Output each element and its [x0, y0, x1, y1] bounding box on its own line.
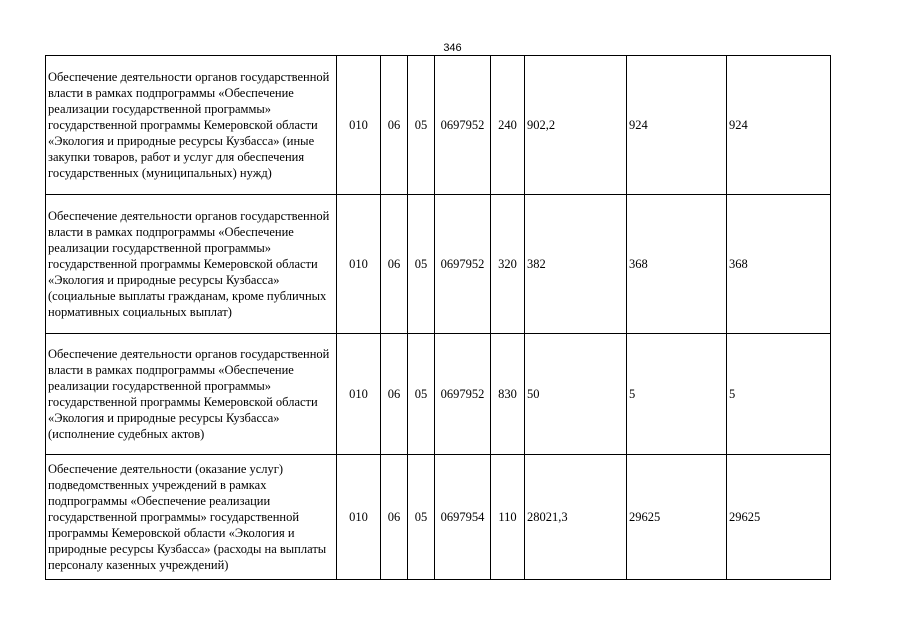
- amount-1: 50: [525, 334, 627, 455]
- subsection-code: 05: [408, 195, 435, 334]
- expense-type-code: 830: [491, 334, 525, 455]
- row-description: Обеспечение деятельности органов государственной власти в рамках подпрограммы «Обеспечение реализации государственной программы» государственной программы Кемеровской области «Экология и природные ресурсы Кузбасса» (иные закупки товаров, работ и услуг для обеспечения государственных (муниципальных) нужд): [46, 56, 337, 195]
- budget-table: [45, 55, 831, 580]
- section-code: 06: [381, 195, 408, 334]
- amount-2: 924: [627, 56, 727, 195]
- page-number: 346: [443, 42, 462, 54]
- amount-3: 924: [727, 56, 831, 195]
- subsection-code: 05: [408, 334, 435, 455]
- target-code: 0697954: [435, 455, 491, 580]
- amount-3: 5: [727, 334, 831, 455]
- amount-2: 29625: [627, 455, 727, 580]
- row-description: Обеспечение деятельности (оказание услуг) подведомственных учреждений в рамках подпрограммы «Обеспечение реализации государственной программы» государственной программы Кемеровской области «Экология и природные ресурсы Кузбасса» (расходы на выплаты персоналу казенных учреждений): [46, 455, 337, 580]
- table-row: [46, 455, 831, 580]
- expense-type-code: 320: [491, 195, 525, 334]
- ministry-code: 010: [337, 455, 381, 580]
- ministry-code: 010: [337, 334, 381, 455]
- row-description: Обеспечение деятельности органов государственной власти в рамках подпрограммы «Обеспечение реализации государственной программы» государственной программы Кемеровской области «Экология и природные ресурсы Кузбасса» (социальные выплаты гражданам, кроме публичных нормативных социальных выплат): [46, 195, 337, 334]
- row-description: Обеспечение деятельности органов государственной власти в рамках подпрограммы «Обеспечение реализации государственной программы» государственной программы Кемеровской области «Экология и природные ресурсы Кузбасса» (исполнение судебных актов): [46, 334, 337, 455]
- ministry-code: 010: [337, 195, 381, 334]
- subsection-code: 05: [408, 455, 435, 580]
- ministry-code: 010: [337, 56, 381, 195]
- target-code: 0697952: [435, 195, 491, 334]
- expense-type-code: 240: [491, 56, 525, 195]
- target-code: 0697952: [435, 56, 491, 195]
- section-code: 06: [381, 334, 408, 455]
- table-row: [46, 334, 831, 455]
- amount-2: 368: [627, 195, 727, 334]
- amount-1: 382: [525, 195, 627, 334]
- amount-1: 28021,3: [525, 455, 627, 580]
- table-row: [46, 56, 831, 195]
- subsection-code: 05: [408, 56, 435, 195]
- target-code: 0697952: [435, 334, 491, 455]
- amount-3: 29625: [727, 455, 831, 580]
- section-code: 06: [381, 455, 408, 580]
- amount-3: 368: [727, 195, 831, 334]
- section-code: 06: [381, 56, 408, 195]
- amount-2: 5: [627, 334, 727, 455]
- table-row: [46, 195, 831, 334]
- expense-type-code: 110: [491, 455, 525, 580]
- amount-1: 902,2: [525, 56, 627, 195]
